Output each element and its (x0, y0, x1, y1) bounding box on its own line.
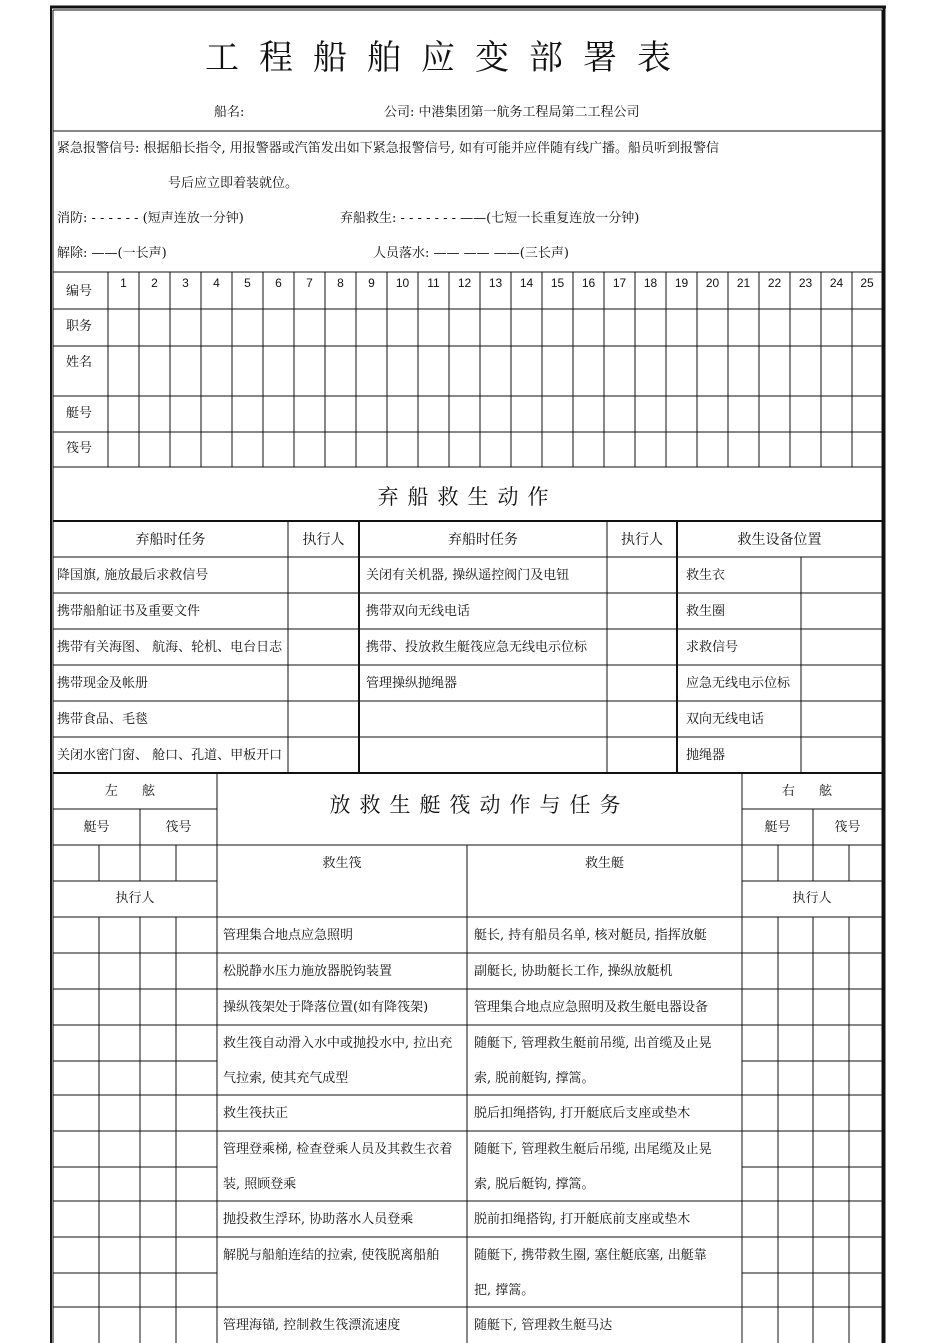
crew-number-cell: 11 (427, 276, 440, 290)
company-name: 公司: 中港集团第一航务工程局第二工程公司 (384, 105, 640, 120)
abandon-task-left: 携带现金及帐册 (57, 676, 149, 691)
abandon-task-mid: 关闭有关机器, 操纵遥控阀门及电钮 (366, 568, 570, 583)
lifesaving-equipment-item: 救生衣 (686, 568, 726, 583)
lifesaving-equipment-item: 应急无线电示位标 (686, 676, 791, 691)
launch-section-title: 放救生艇筏动作与任务 (329, 793, 630, 817)
raft-task-text: 松脱静水压力施放器脱钩装置 (223, 964, 393, 979)
raft-task-text: 救生筏自动滑入水中或抛投水中, 拉出充 (223, 1036, 453, 1051)
crew-number-cell: 3 (182, 276, 189, 290)
starboard-executor-label: 执行人 (792, 891, 832, 906)
abandon-table-header: 执行人 (621, 532, 663, 548)
abandon-section-title: 弃船救生动作 (377, 485, 558, 509)
crew-number-cell: 8 (337, 276, 344, 290)
starboard-raft-no-label: 筏号 (834, 820, 861, 835)
crew-grid-row-label: 编号 (66, 284, 93, 299)
crew-number-cell: 22 (767, 276, 782, 290)
abandon-table-header: 弃船时任务 (448, 532, 518, 548)
abandon-table-header: 弃船时任务 (135, 532, 206, 548)
raft-column-header: 救生筏 (322, 856, 362, 871)
abandon-table-header: 救生设备位置 (737, 532, 822, 548)
crew-number-cell: 9 (368, 276, 375, 290)
ship-name-label: 船名: (214, 105, 245, 120)
lifesaving-equipment-item: 抛绳器 (686, 748, 726, 763)
crew-number-cell: 7 (306, 276, 313, 290)
abandon-table-header: 执行人 (302, 532, 345, 548)
crew-number-cell: 16 (581, 276, 596, 290)
crew-grid-row-label: 艇号 (66, 406, 93, 421)
all-clear-signal: 解除: ——(一长声) (57, 246, 167, 261)
boat-task-text: 把, 撑篙。 (474, 1283, 535, 1298)
crew-number-cell: 20 (705, 276, 720, 290)
starboard-boat-no-label: 艇号 (764, 820, 791, 835)
boat-task-text: 副艇长, 协助艇长工作, 操纵放艇机 (474, 964, 673, 979)
raft-task-text: 解脱与船舶连结的拉索, 使筏脱离船舶 (223, 1248, 440, 1263)
man-overboard-signal: 人员落水: —— —— ——(三长声) (373, 246, 569, 261)
crew-number-cell: 17 (612, 276, 627, 290)
abandon-task-left: 携带食品、毛毯 (57, 712, 149, 727)
raft-task-text: 管理集合地点应急照明 (223, 928, 354, 943)
page-title: 工程船舶应变部署表 (205, 38, 691, 78)
crew-number-cell: 24 (829, 276, 844, 290)
boat-task-text: 管理集合地点应急照明及救生艇电器设备 (474, 1000, 709, 1015)
port-boat-no-label: 艇号 (83, 820, 110, 835)
lifesaving-equipment-item: 双向无线电话 (686, 712, 765, 727)
boat-column-header: 救生艇 (584, 856, 624, 871)
crew-number-cell: 13 (488, 276, 503, 290)
abandon-task-mid: 携带双向无线电话 (366, 604, 471, 619)
alarm-signal-text: 紧急报警信号: 根据船长指令, 用报警器或汽笛发出如下紧急报警信号, 如有可能并应伴随有线广播。船员听到报警信 (57, 141, 720, 156)
crew-number-cell: 25 (860, 276, 874, 290)
raft-task-text: 救生筏扶正 (223, 1106, 289, 1121)
boat-task-text: 索, 脱后艇钩, 撑篙。 (474, 1177, 595, 1192)
raft-task-text: 管理海锚, 控制救生筏漂流速度 (223, 1318, 401, 1333)
abandon-task-left: 降国旗, 施放最后求救信号 (57, 568, 209, 583)
crew-number-cell: 14 (519, 276, 534, 290)
crew-number-cell: 15 (550, 276, 565, 290)
boat-task-text: 脱后扣绳搭钩, 打开艇底后支座或垫木 (474, 1106, 691, 1121)
port-raft-no-label: 筏号 (165, 820, 192, 835)
abandon-ship-signal: 弃船救生: - - - - - - - ——(七短一长重复连放一分钟) (340, 211, 640, 226)
crew-number-cell: 10 (395, 276, 410, 290)
starboard-side-label: 右 舷 (781, 784, 843, 799)
crew-grid-row-label: 姓名 (66, 355, 93, 370)
lifesaving-equipment-item: 求救信号 (686, 640, 739, 655)
alarm-signal-text-cont: 号后应立即着装就位。 (168, 176, 299, 191)
raft-task-text: 操纵筏架处于降落位置(如有降筏架) (223, 1000, 429, 1015)
boat-task-text: 艇长, 持有船员名单, 核对艇员, 指挥放艇 (474, 928, 707, 943)
crew-number-cell: 4 (213, 276, 220, 290)
fire-alarm-signal: 消防: - - - - - - (短声连放一分钟) (57, 211, 244, 226)
crew-number-cell: 2 (151, 276, 158, 290)
abandon-task-mid: 携带、投放救生艇筏应急无线电示位标 (366, 640, 588, 655)
abandon-task-left: 携带船舶证书及重要文件 (57, 604, 201, 619)
abandon-task-left: 携带有关海图、 航海、轮机、电台日志 (57, 640, 283, 655)
raft-task-text: 装, 照顾登乘 (223, 1177, 297, 1192)
crew-number-cell: 6 (275, 276, 282, 290)
abandon-task-mid: 管理操纵抛绳器 (366, 676, 458, 691)
crew-number-cell: 23 (798, 276, 813, 290)
crew-grid-row-label: 筏号 (66, 441, 93, 456)
raft-task-text: 管理登乘梯, 检查登乘人员及其救生衣着 (223, 1142, 453, 1157)
crew-number-cell: 1 (120, 276, 127, 290)
boat-task-text: 脱前扣绳搭钩, 打开艇底前支座或垫木 (474, 1212, 691, 1227)
raft-task-text: 气拉索, 使其充气成型 (223, 1071, 349, 1086)
raft-task-text: 抛投救生浮环, 协助落水人员登乘 (223, 1212, 414, 1227)
lifesaving-equipment-item: 救生圈 (686, 604, 726, 619)
crew-number-cell: 21 (736, 276, 751, 290)
crew-number-cell: 18 (643, 276, 658, 290)
port-executor-label: 执行人 (115, 891, 155, 906)
boat-task-text: 索, 脱前艇钩, 撑篙。 (474, 1071, 595, 1086)
abandon-task-left: 关闭水密门窗、 舱口、孔道、甲板开口 (57, 748, 283, 763)
boat-task-text: 随艇下, 管理救生艇后吊缆, 出尾缆及止晃 (474, 1142, 712, 1157)
boat-task-text: 随艇下, 管理救生艇马达 (474, 1318, 613, 1333)
crew-number-cell: 19 (674, 276, 689, 290)
boat-task-text: 随艇下, 管理救生艇前吊缆, 出首缆及止晃 (474, 1036, 712, 1051)
crew-number-cell: 5 (244, 276, 251, 290)
port-side-label: 左 舷 (104, 784, 166, 799)
boat-task-text: 随艇下, 携带救生圈, 塞住艇底塞, 出艇靠 (474, 1248, 707, 1263)
crew-grid-row-label: 职务 (66, 319, 93, 334)
crew-number-cell: 12 (457, 276, 472, 290)
